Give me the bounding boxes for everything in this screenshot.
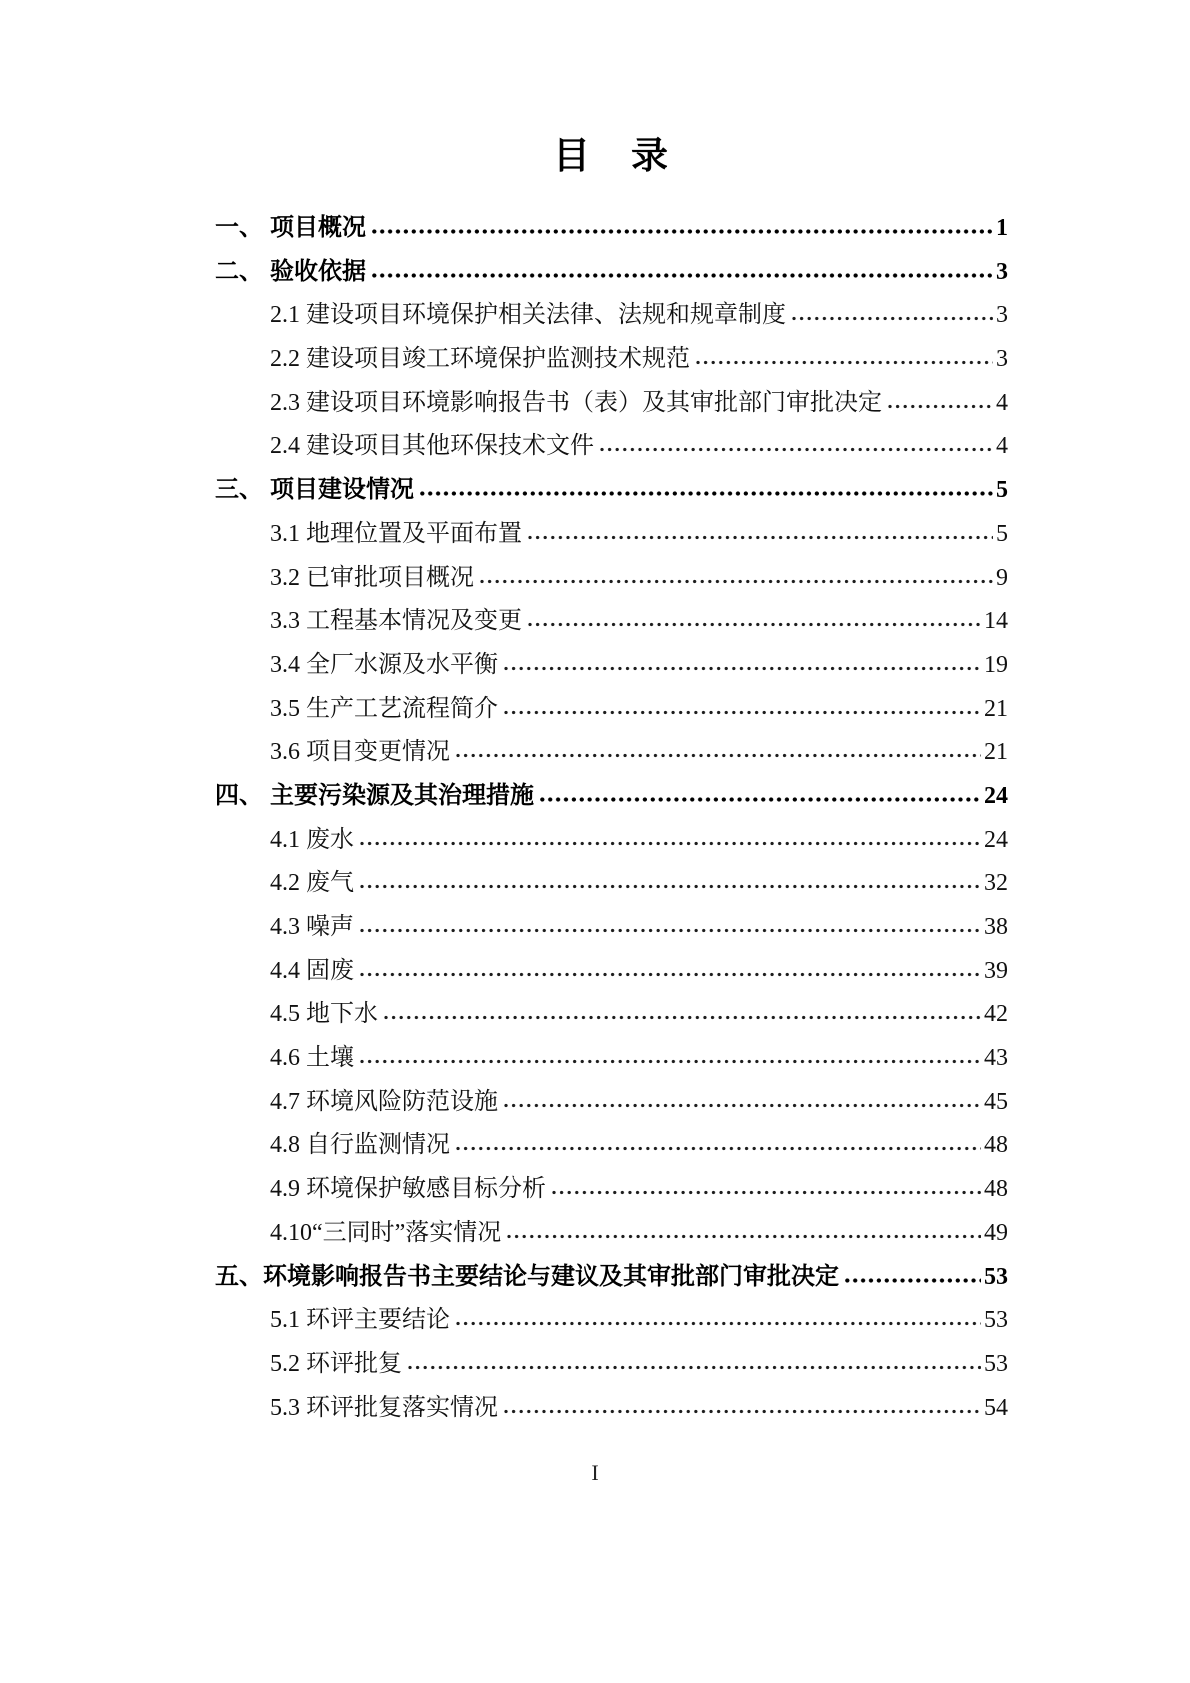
toc-page-number: 3 <box>996 346 1008 373</box>
toc-page-number: 38 <box>984 914 1008 940</box>
toc-entry[interactable] <box>215 469 1008 513</box>
toc-entry[interactable] <box>215 425 1008 469</box>
toc-entry-label: 5.1 环评主要结论 <box>270 1307 450 1334</box>
toc-page-number: 48 <box>984 1132 1008 1159</box>
toc-page-number: 21 <box>984 739 1008 766</box>
toc-leader-dots <box>888 403 993 410</box>
page-title: 目 录 <box>553 136 670 177</box>
toc-entry[interactable] <box>215 557 1008 601</box>
toc-leader-dots <box>845 1277 981 1284</box>
toc-entry[interactable] <box>215 688 1008 732</box>
toc-leader-dots <box>480 578 993 585</box>
toc-entry-number: 三、 <box>215 477 263 504</box>
toc-entry[interactable] <box>215 1343 1008 1387</box>
toc-leader-dots <box>504 1408 981 1415</box>
toc-entry[interactable] <box>215 382 1008 426</box>
toc-entry[interactable] <box>215 1168 1008 1212</box>
toc-page-number: 14 <box>984 608 1008 635</box>
toc-page-number: 53 <box>984 1307 1008 1334</box>
toc-page-number: 4 <box>996 389 1008 416</box>
toc-entry-number: 二、 <box>215 258 263 285</box>
toc-leader-dots <box>528 534 993 541</box>
toc-entry[interactable] <box>215 906 1008 950</box>
toc-entry[interactable] <box>215 950 1008 994</box>
toc-leader-dots <box>696 359 993 366</box>
page-footer: I <box>591 1460 599 1485</box>
toc-entry[interactable] <box>215 338 1008 382</box>
toc-entry-label: 4.6 土壤 <box>270 1045 354 1072</box>
toc-entry-label: 4.5 地下水 <box>270 1001 378 1028</box>
toc-leader-dots <box>384 1014 981 1021</box>
toc-entry-label: 4.2 废气 <box>270 870 354 897</box>
toc-leader-dots <box>360 883 981 890</box>
toc-entry-label: 5.2 环评批复 <box>270 1350 402 1377</box>
toc-entry-label: 3.2 已审批项目概况 <box>270 564 474 591</box>
toc-page-number: 53 <box>984 1263 1008 1290</box>
toc-entry[interactable] <box>215 644 1008 688</box>
toc-page-number: 9 <box>996 564 1008 591</box>
toc-entry[interactable] <box>215 294 1008 338</box>
toc-leader-dots <box>372 272 993 279</box>
toc-page-number: 32 <box>984 870 1008 897</box>
toc-entry-label: 2.3 建设项目环境影响报告书（表）及其审批部门审批决定 <box>270 389 882 416</box>
toc-entry[interactable] <box>215 600 1008 644</box>
toc-entry-label: 3.4 全厂水源及水平衡 <box>270 651 498 678</box>
toc-entry-label: 验收依据 <box>270 258 366 285</box>
toc-page-number: 49 <box>984 1219 1008 1246</box>
toc-list <box>215 207 1008 1430</box>
toc-leader-dots <box>456 752 981 759</box>
toc-leader-dots <box>504 665 981 672</box>
toc-entry[interactable] <box>215 819 1008 863</box>
toc-leader-dots <box>360 1058 981 1065</box>
toc-entry[interactable] <box>215 1081 1008 1125</box>
toc-entry[interactable] <box>215 1256 1008 1300</box>
toc-page-number: 5 <box>996 520 1008 547</box>
toc-entry-label: 3.5 生产工艺流程简介 <box>270 695 498 722</box>
toc-entry-label: 4.3 噪声 <box>270 914 354 940</box>
toc-entry-number: 五、 <box>215 1263 263 1290</box>
toc-entry-label: 4.8 自行监测情况 <box>270 1132 450 1159</box>
toc-leader-dots <box>552 1189 981 1196</box>
toc-entry[interactable] <box>215 251 1008 295</box>
toc-entry-label: 3.3 工程基本情况及变更 <box>270 608 522 635</box>
toc-page-number: 24 <box>984 826 1008 853</box>
toc-entry[interactable] <box>215 207 1008 251</box>
toc-page-number: 42 <box>984 1001 1008 1028</box>
toc-leader-dots <box>792 315 993 322</box>
toc-leader-dots <box>540 796 981 803</box>
toc-entry-label: 2.4 建设项目其他环保技术文件 <box>270 433 594 460</box>
toc-entry[interactable] <box>215 731 1008 775</box>
toc-page-number: 5 <box>996 477 1008 504</box>
toc-entry-label: 3.6 项目变更情况 <box>270 739 450 766</box>
toc-page-number: 39 <box>984 957 1008 984</box>
toc-entry-number: 一、 <box>215 215 263 241</box>
toc-entry-label: 4.7 环境风险防范设施 <box>270 1088 498 1115</box>
toc-entry[interactable] <box>215 1212 1008 1256</box>
toc-entry[interactable] <box>215 775 1008 819</box>
toc-leader-dots <box>507 1233 981 1240</box>
toc-entry[interactable] <box>215 513 1008 557</box>
toc-entry-label: 5.3 环评批复落实情况 <box>270 1394 498 1421</box>
toc-entry-label: 2.1 建设项目环境保护相关法律、法规和规章制度 <box>270 302 786 329</box>
toc-page-number: 43 <box>984 1045 1008 1072</box>
toc-leader-dots <box>360 840 981 847</box>
toc-page-number: 3 <box>996 302 1008 329</box>
toc-leader-dots <box>456 1145 981 1152</box>
toc-page-number: 54 <box>984 1394 1008 1421</box>
toc-leader-dots <box>600 446 993 453</box>
toc-leader-dots <box>456 1320 981 1327</box>
toc-page-number: 53 <box>984 1350 1008 1377</box>
toc-page-number: 4 <box>996 433 1008 460</box>
toc-entry-label: 环境影响报告书主要结论与建议及其审批部门审批决定 <box>263 1263 839 1290</box>
toc-entry[interactable] <box>215 1124 1008 1168</box>
toc-entry-label: 4.1 废水 <box>270 826 354 853</box>
toc-page-number: 3 <box>996 258 1008 285</box>
toc-entry[interactable] <box>215 862 1008 906</box>
toc-page-number: 45 <box>984 1088 1008 1115</box>
toc-entry-label: 2.2 建设项目竣工环境保护监测技术规范 <box>270 346 690 373</box>
toc-entry[interactable] <box>215 1387 1008 1431</box>
toc-page-number: 21 <box>984 695 1008 722</box>
toc-entry-number: 四、 <box>215 782 263 809</box>
toc-page-number: 1 <box>996 215 1008 241</box>
toc-entry-label: 项目建设情况 <box>270 477 414 504</box>
toc-leader-dots <box>372 228 993 235</box>
toc-entry-label: 项目概况 <box>270 215 366 241</box>
toc-entry-label: 4.4 固废 <box>270 957 354 984</box>
toc-entry-label: 3.1 地理位置及平面布置 <box>270 520 522 547</box>
toc-leader-dots <box>504 1102 981 1109</box>
toc-leader-dots <box>360 927 981 934</box>
toc-entry-label: 4.9 环境保护敏感目标分析 <box>270 1176 546 1203</box>
toc-leader-dots <box>360 971 981 978</box>
toc-page-number: 24 <box>984 782 1008 809</box>
toc-entry-label: 主要污染源及其治理措施 <box>270 782 534 809</box>
toc-leader-dots <box>504 709 981 716</box>
toc-leader-dots <box>420 490 993 497</box>
toc-entry[interactable] <box>215 1299 1008 1343</box>
toc-leader-dots <box>408 1364 981 1371</box>
toc-page-number: 48 <box>984 1176 1008 1203</box>
toc-entry-label: 4.10“三同时”落实情况 <box>270 1219 502 1246</box>
toc-leader-dots <box>528 621 981 628</box>
toc-entry[interactable] <box>215 1037 1008 1081</box>
toc-page-number: 19 <box>984 651 1008 678</box>
toc-entry[interactable] <box>215 993 1008 1037</box>
